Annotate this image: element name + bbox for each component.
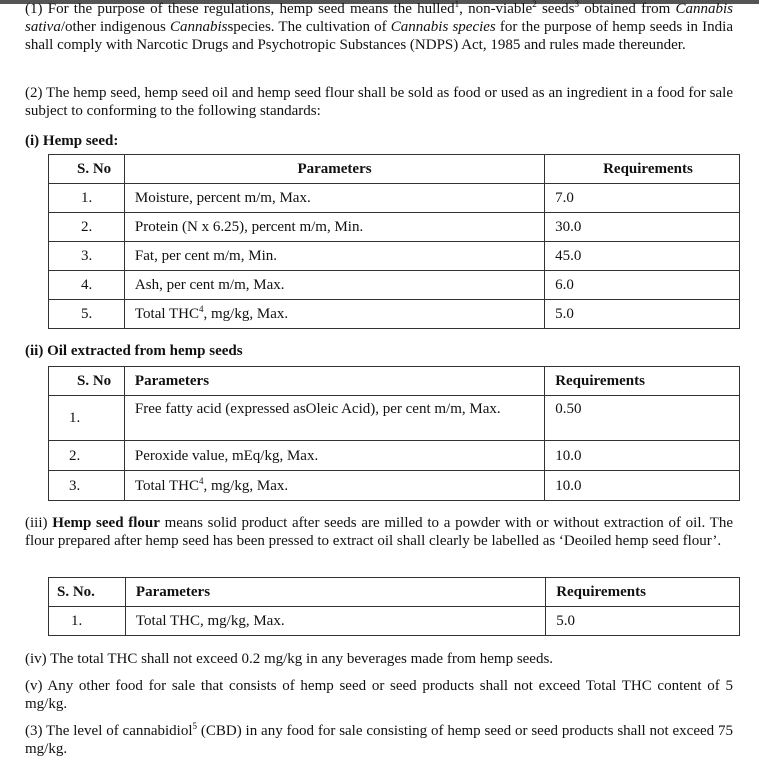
table-row [49, 471, 740, 501]
header-sno: S. No. [49, 578, 126, 607]
p1-text-h: species. The cultivation of [227, 19, 391, 35]
cell-req: 5.0 [545, 300, 740, 329]
cell-sno: 1. [49, 396, 125, 441]
header-parameters: Parameters [125, 578, 545, 607]
paragraph-1 [25, 0, 733, 54]
cell-param: Protein (N x 6.25), percent m/m, Min. [124, 213, 544, 242]
cell-sno: 2. [49, 213, 125, 242]
footnote-ref-4: 4 [199, 475, 204, 486]
p1-text-b: , non-viable [459, 1, 533, 17]
cell-req: 0.50 [545, 396, 740, 441]
table-header-row [49, 578, 740, 607]
paragraph-4: (iv) The total THC shall not exceed 0.2 mg/kg in any beverages made from hemp seeds. [25, 651, 554, 667]
cell-param: Fat, per cent m/m, Min. [124, 242, 544, 271]
footnote-ref-2: 2 [532, 0, 537, 9]
table-row [49, 441, 740, 471]
paragraph-3 [25, 514, 733, 550]
paragraph-2: (2) The hemp seed, hemp seed oil and hemp seed flour shall be sold as food or used as an ingredient in a food for sale subject to conforming to the following standards: [25, 85, 733, 119]
cell-param: Peroxide value, mEq/kg, Max. [124, 441, 544, 471]
cell-param-text-2: , mg/kg, Max. [203, 477, 289, 494]
paragraph-6 [25, 722, 733, 758]
p6-text-a: (3) The level of cannabidiol [25, 723, 193, 739]
header-sno: S. No [49, 155, 125, 184]
p1-italic-species: Cannabis sativa [25, 1, 733, 35]
cell-req: 5.0 [546, 607, 740, 636]
header-parameters: Parameters [124, 155, 544, 184]
cell-param: Free fatty acid (expressed asOleic Acid), per cent m/m, Max. [124, 396, 544, 441]
p1-text-a: (1) For the purpose of these regulations, hemp seed means the hulled [25, 1, 455, 17]
cell-sno: 3. [49, 471, 125, 501]
cell-param [124, 471, 544, 501]
hemp-flour-table [48, 577, 740, 636]
cell-sno: 1. [49, 607, 126, 636]
table-row [49, 242, 740, 271]
table-row [49, 184, 740, 213]
table-row [49, 213, 740, 242]
cell-param: Moisture, percent m/m, Max. [124, 184, 544, 213]
p3-text-a: (iii) [25, 515, 53, 531]
p1-text-j: for the purpose of hemp seeds in India shall comply with Narcotic Drugs and Psychotropic Substances (NDPS) Act, 1985 and rules made thereunder. [25, 19, 733, 53]
hemp-oil-table [48, 366, 740, 501]
cell-sno: 3. [49, 242, 125, 271]
footnote-ref-3: 3 [574, 0, 579, 9]
hemp-seed-table [48, 154, 740, 329]
cell-sno: 4. [49, 271, 125, 300]
p3-text-c: means solid product after seeds are milled to a powder with or without extraction of oil. The flour prepared after hemp seed has been pressed to extract oil shall clearly be labelled as ‘Deoiled hemp seed flour’. [25, 515, 733, 549]
footnote-ref-5: 5 [192, 721, 198, 731]
cell-sno: 5. [49, 300, 125, 329]
cell-param [124, 300, 544, 329]
header-parameters: Parameters [124, 367, 544, 396]
cell-req: 6.0 [545, 271, 740, 300]
p1-italic-genus: Cannabis [169, 19, 228, 35]
table-row [49, 300, 740, 329]
table-row [49, 396, 740, 441]
table-header-row [49, 367, 740, 396]
header-requirements: Requirements [545, 155, 740, 184]
cell-req: 30.0 [545, 213, 740, 242]
p1-text-d: obtained from [578, 1, 671, 17]
table-row [49, 607, 740, 636]
cell-req: 45.0 [545, 242, 740, 271]
header-sno: S. No [49, 367, 125, 396]
p1-italic-species-2: Cannabis species [390, 19, 496, 35]
table-row [49, 271, 740, 300]
cell-param-text-2: , mg/kg, Max. [203, 306, 289, 322]
cell-param-text: Total THC [134, 477, 200, 494]
cell-req: 10.0 [545, 441, 740, 471]
cell-param: Ash, per cent m/m, Max. [124, 271, 544, 300]
p1-text-c: seeds [536, 1, 575, 17]
p3-bold-term: Hemp seed flour [52, 515, 160, 531]
cell-param-text: Total THC [134, 306, 200, 322]
cell-param: Total THC, mg/kg, Max. [125, 607, 545, 636]
footnote-ref-4: 4 [199, 304, 204, 314]
footnote-ref-1: 1 [454, 0, 460, 9]
cell-sno: 2. [49, 441, 125, 471]
paragraph-5: (v) Any other food for sale that consists of hemp seed or seed products shall not exceed Total THC content of 5 mg/kg. [25, 678, 733, 712]
cell-req: 7.0 [545, 184, 740, 213]
table-header-row [49, 155, 740, 184]
table-2-heading: (ii) Oil extracted from hemp seeds [25, 343, 243, 359]
cell-sno: 1. [49, 184, 125, 213]
cell-req: 10.0 [545, 471, 740, 501]
header-requirements: Requirements [546, 578, 740, 607]
table-1-heading: (i) Hemp seed: [25, 133, 119, 149]
p6-text-b: (CBD) in any food for sale consisting of hemp seed or seed products shall not exceed 75 mg/kg. [25, 723, 733, 757]
p1-text-f: /other indigenous [60, 19, 170, 35]
header-requirements: Requirements [545, 367, 740, 396]
